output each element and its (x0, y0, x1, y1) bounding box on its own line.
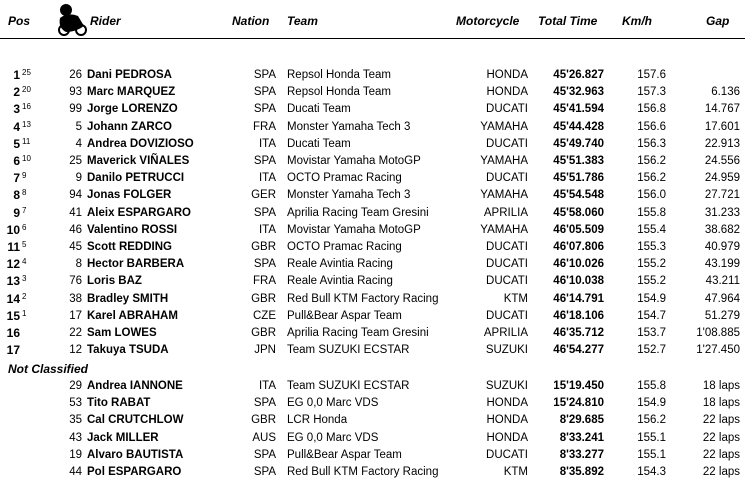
gap: 22 laps (702, 466, 740, 478)
rider-name: Takuya TSUDA (87, 344, 169, 357)
speed-kmh: 154.7 (637, 309, 666, 322)
result-row (0, 239, 745, 256)
position: 6 (13, 154, 20, 168)
rider-name: Dani PEDROSA (87, 69, 172, 81)
gap: 1'08.885 (696, 327, 740, 339)
motorcycle: DUCATI (486, 275, 528, 288)
points: 10 (22, 154, 31, 163)
position: 12 (6, 257, 20, 272)
total-time: 46'14.791 (553, 292, 604, 305)
gap: 17.601 (704, 120, 740, 133)
rider-number: 19 (69, 448, 82, 461)
header-kmh: Km/h (622, 14, 652, 28)
speed-kmh: 155.1 (637, 431, 666, 444)
gap: 22 laps (702, 448, 740, 461)
result-row (0, 447, 745, 464)
motorcycle: DUCATI (486, 448, 528, 461)
gap: 22 laps (702, 431, 740, 444)
speed-kmh: 155.1 (637, 448, 666, 461)
points: 7 (22, 205, 27, 215)
motorcycle: APRILIA (483, 206, 528, 219)
nation: SPA (253, 397, 276, 410)
gap: 43.199 (704, 258, 740, 271)
motorcycle: YAMAHA (480, 120, 528, 133)
team-name: Monster Yamaha Tech 3 (287, 189, 411, 202)
team-name: EG 0,0 Marc VDS (287, 397, 379, 410)
gap: 18 laps (702, 397, 740, 410)
result-row (0, 273, 745, 290)
total-time: 45'58.060 (553, 206, 604, 219)
result-row (0, 412, 745, 429)
total-time: 45'49.740 (553, 137, 604, 150)
points: 4 (22, 257, 27, 267)
result-row (0, 101, 745, 118)
rider-number: 8 (75, 258, 82, 271)
rider-number: 53 (69, 397, 82, 410)
total-time: 46'54.277 (553, 344, 604, 357)
points: 2 (22, 291, 27, 301)
points: 8 (22, 188, 27, 198)
team-name: Team SUZUKI ECSTAR (287, 380, 410, 392)
position: 1 (13, 68, 20, 82)
header-team: Team (287, 14, 318, 28)
gap: 24.959 (704, 172, 740, 185)
motorcycle: KTM (503, 292, 528, 305)
points: 11 (22, 136, 31, 146)
rider-number: 5 (75, 120, 82, 133)
total-time: 15'19.450 (553, 380, 604, 392)
total-time: 8'33.277 (559, 448, 604, 461)
motorcycle: YAMAHA (480, 155, 528, 167)
points: 3 (22, 274, 27, 284)
motorcycle: HONDA (486, 86, 528, 99)
nation: SPA (253, 258, 276, 271)
rider-number: 44 (69, 466, 82, 478)
gap: 24.556 (704, 155, 740, 167)
gap: 43.211 (705, 275, 740, 288)
team-name: Red Bull KTM Factory Racing (287, 466, 439, 478)
result-row (0, 325, 745, 342)
motorcycle: HONDA (486, 431, 528, 444)
total-time: 45'51.786 (553, 172, 604, 185)
nation: ITA (258, 172, 276, 185)
nation: GBR (251, 241, 276, 253)
speed-kmh: 156.2 (637, 414, 666, 427)
total-time: 45'26.827 (553, 69, 604, 81)
gap: 47.964 (704, 292, 740, 305)
rider-number: 22 (69, 327, 82, 339)
gap: 22 laps (702, 414, 740, 427)
rider-name: Bradley SMITH (87, 292, 169, 305)
total-time: 46'07.806 (553, 241, 604, 253)
rider-name: Scott REDDING (87, 241, 172, 253)
result-row (0, 187, 745, 204)
result-row (0, 256, 745, 273)
speed-kmh: 156.0 (637, 189, 666, 202)
team-name: Movistar Yamaha MotoGP (287, 223, 421, 236)
team-name: Repsol Honda Team (287, 69, 391, 81)
speed-kmh: 154.9 (637, 397, 666, 410)
motorcycle: APRILIA (483, 327, 528, 339)
rider-number: 12 (69, 344, 82, 357)
total-time: 8'33.241 (559, 431, 604, 444)
header-pos: Pos (8, 14, 31, 28)
nation: ITA (258, 223, 276, 236)
rider-number: 41 (69, 206, 82, 219)
result-row (0, 308, 745, 325)
result-row (0, 464, 745, 481)
nation: JPN (254, 344, 276, 357)
nation: SPA (253, 69, 276, 81)
rider-name: Sam LOWES (87, 327, 157, 339)
result-row (0, 205, 745, 222)
rider-number: 17 (69, 309, 82, 322)
speed-kmh: 153.7 (637, 327, 666, 339)
position: 2 (13, 85, 20, 100)
rider-name: Johann ZARCO (87, 120, 172, 133)
nation: GBR (251, 292, 276, 305)
team-name: OCTO Pramac Racing (287, 241, 402, 253)
rider-number: 99 (69, 103, 82, 116)
gap: 51.279 (704, 309, 740, 322)
nation: FRA (253, 120, 276, 133)
motorcycle: DUCATI (486, 137, 528, 150)
nation: SPA (253, 86, 276, 99)
motorcycle: YAMAHA (480, 223, 528, 236)
motorcycle: DUCATI (486, 258, 528, 271)
rider-number: 93 (69, 86, 82, 99)
total-time: 45'44.428 (553, 120, 604, 133)
speed-kmh: 152.7 (637, 344, 666, 357)
gap: 6.136 (711, 86, 740, 99)
team-name: OCTO Pramac Racing (287, 172, 402, 185)
team-name: Repsol Honda Team (287, 86, 391, 99)
result-row (0, 395, 745, 412)
speed-kmh: 156.6 (637, 120, 666, 133)
team-name: Aprilia Racing Team Gresini (287, 327, 429, 339)
nation: SPA (253, 448, 276, 461)
speed-kmh: 156.8 (637, 103, 666, 116)
rider-name: Jorge LORENZO (87, 103, 178, 116)
rider-number: 43 (69, 431, 82, 444)
total-time: 15'24.810 (553, 397, 604, 410)
rider-name: Maverick VIÑALES (87, 155, 190, 167)
rider-name: Cal CRUTCHLOW (87, 414, 184, 427)
rider-name: Jonas FOLGER (87, 189, 172, 202)
points: 25 (22, 68, 31, 77)
position: 8 (13, 188, 20, 203)
speed-kmh: 155.8 (637, 380, 666, 392)
rider-number: 46 (69, 223, 82, 236)
team-name: Monster Yamaha Tech 3 (287, 120, 411, 133)
nation: CZE (253, 309, 276, 322)
team-name: Team SUZUKI ECSTAR (287, 344, 410, 357)
gap: 14.767 (704, 103, 740, 116)
team-name: Pull&Bear Aspar Team (287, 309, 402, 322)
team-name: Reale Avintia Racing (287, 258, 393, 271)
rider-number: 38 (69, 292, 82, 305)
rider-number: 26 (69, 69, 82, 81)
team-name: Ducati Team (287, 137, 351, 150)
speed-kmh: 156.2 (637, 172, 666, 185)
position: 11 (7, 240, 20, 254)
gap: 31.233 (704, 206, 740, 219)
gap: 27.721 (704, 189, 740, 202)
position: 13 (6, 274, 20, 289)
rider-name: Valentino ROSSI (87, 223, 178, 236)
nation: GBR (251, 414, 276, 427)
result-row (0, 84, 745, 101)
motorcycle: KTM (503, 466, 528, 478)
nation: SPA (253, 155, 276, 167)
points: 9 (22, 171, 27, 181)
motorcycle-rider-icon (54, 2, 88, 36)
team-name: Aprilia Racing Team Gresini (287, 206, 429, 219)
gap: 22.913 (704, 137, 740, 150)
result-row (0, 136, 745, 153)
speed-kmh: 155.8 (637, 206, 666, 219)
motorcycle: SUZUKI (485, 344, 528, 357)
motorcycle: YAMAHA (480, 189, 528, 202)
not-classified-heading: Not Classified (8, 362, 89, 376)
nation: FRA (253, 275, 276, 288)
total-time: 8'29.685 (559, 414, 604, 427)
rider-name: Hector BARBERA (87, 258, 185, 271)
speed-kmh: 154.9 (637, 292, 666, 305)
rider-name: Danilo PETRUCCI (87, 172, 185, 185)
speed-kmh: 155.4 (637, 223, 666, 236)
motorcycle: DUCATI (486, 309, 528, 322)
rider-number: 4 (75, 137, 82, 150)
rider-number: 94 (69, 189, 82, 202)
speed-kmh: 157.6 (637, 69, 666, 81)
motorcycle: DUCATI (486, 172, 528, 185)
position: 16 (6, 326, 20, 340)
rider-number: 9 (75, 172, 82, 185)
rider-number: 29 (69, 380, 82, 392)
result-row (0, 170, 745, 187)
speed-kmh: 155.2 (637, 258, 666, 271)
rider-number: 76 (69, 275, 82, 288)
result-row (0, 342, 745, 359)
total-time: 45'32.963 (553, 86, 604, 99)
rider-name: Pol ESPARGARO (87, 466, 182, 478)
result-row (0, 291, 745, 308)
position: 3 (13, 102, 20, 117)
rider-name: Andrea IANNONE (87, 380, 183, 392)
points: 16 (22, 102, 31, 112)
team-name: Pull&Bear Aspar Team (287, 448, 402, 461)
result-row (0, 430, 745, 447)
speed-kmh: 155.2 (637, 275, 666, 288)
rider-name: Aleix ESPARGARO (87, 206, 191, 219)
nation: SPA (253, 466, 276, 478)
result-row (0, 222, 745, 239)
rider-number: 45 (69, 241, 82, 253)
points: 6 (22, 222, 27, 232)
points: 20 (22, 85, 31, 95)
team-name: Movistar Yamaha MotoGP (287, 155, 421, 167)
gap: 18 laps (702, 380, 740, 392)
nation: AUS (252, 431, 276, 444)
total-time: 46'18.106 (553, 309, 604, 322)
result-row (0, 378, 745, 395)
total-time: 46'35.712 (553, 327, 604, 339)
header-nation: Nation (232, 14, 270, 28)
speed-kmh: 157.3 (637, 86, 666, 99)
rider-name: Marc MARQUEZ (87, 86, 176, 99)
speed-kmh: 156.3 (637, 137, 666, 150)
team-name: Reale Avintia Racing (287, 275, 393, 288)
position: 4 (13, 119, 20, 134)
speed-kmh: 156.2 (637, 155, 666, 167)
position: 7 (13, 171, 20, 186)
motorcycle: HONDA (486, 414, 528, 427)
motorcycle: DUCATI (486, 241, 528, 253)
nation: GBR (251, 327, 276, 339)
rider-name: Jack MILLER (87, 431, 159, 444)
motorcycle: DUCATI (486, 103, 528, 116)
speed-kmh: 154.3 (637, 466, 666, 478)
rider-name: Andrea DOVIZIOSO (87, 137, 194, 150)
gap: 40.979 (704, 241, 740, 253)
motorcycle: HONDA (486, 397, 528, 410)
points: 13 (22, 119, 31, 129)
result-row (0, 67, 745, 84)
motorcycle: SUZUKI (485, 380, 528, 392)
team-name: Ducati Team (287, 103, 351, 116)
total-time: 8'35.892 (559, 466, 604, 478)
result-row (0, 119, 745, 136)
nation: SPA (253, 103, 276, 116)
position: 5 (13, 136, 20, 151)
position: 10 (6, 222, 20, 237)
nation: GER (251, 189, 276, 202)
motorcycle: HONDA (486, 69, 528, 81)
total-time: 45'54.548 (553, 189, 604, 202)
gap: 1'27.450 (696, 344, 740, 357)
rider-name: Loris BAZ (87, 275, 142, 288)
rider-number: 25 (69, 155, 82, 167)
rider-number: 35 (69, 414, 82, 427)
points: 5 (22, 240, 27, 249)
nation: ITA (258, 380, 276, 392)
header-total-time: Total Time (538, 14, 598, 28)
results-header (0, 0, 745, 40)
speed-kmh: 155.3 (637, 241, 666, 253)
nation: SPA (253, 206, 276, 219)
header-gap: Gap (706, 14, 730, 28)
total-time: 45'51.383 (553, 155, 604, 167)
team-name: EG 0,0 Marc VDS (287, 431, 379, 444)
gap: 38.682 (704, 223, 740, 236)
nation: ITA (258, 137, 276, 150)
total-time: 45'41.594 (553, 103, 604, 116)
header-rider: Rider (90, 14, 121, 28)
team-name: Red Bull KTM Factory Racing (287, 292, 439, 305)
team-name: LCR Honda (287, 414, 348, 427)
header-divider (0, 38, 745, 39)
total-time: 46'10.038 (553, 275, 604, 288)
rider-name: Karel ABRAHAM (87, 309, 178, 322)
header-motorcycle: Motorcycle (456, 14, 520, 28)
total-time: 46'10.026 (553, 258, 604, 271)
points: 1 (22, 308, 27, 318)
position: 17 (6, 343, 20, 358)
position: 15 (6, 308, 20, 323)
result-row (0, 153, 745, 170)
rider-name: Tito RABAT (87, 397, 151, 410)
position: 14 (6, 291, 20, 306)
rider-name: Alvaro BAUTISTA (87, 448, 184, 461)
position: 9 (13, 205, 20, 220)
total-time: 46'05.509 (553, 223, 604, 236)
